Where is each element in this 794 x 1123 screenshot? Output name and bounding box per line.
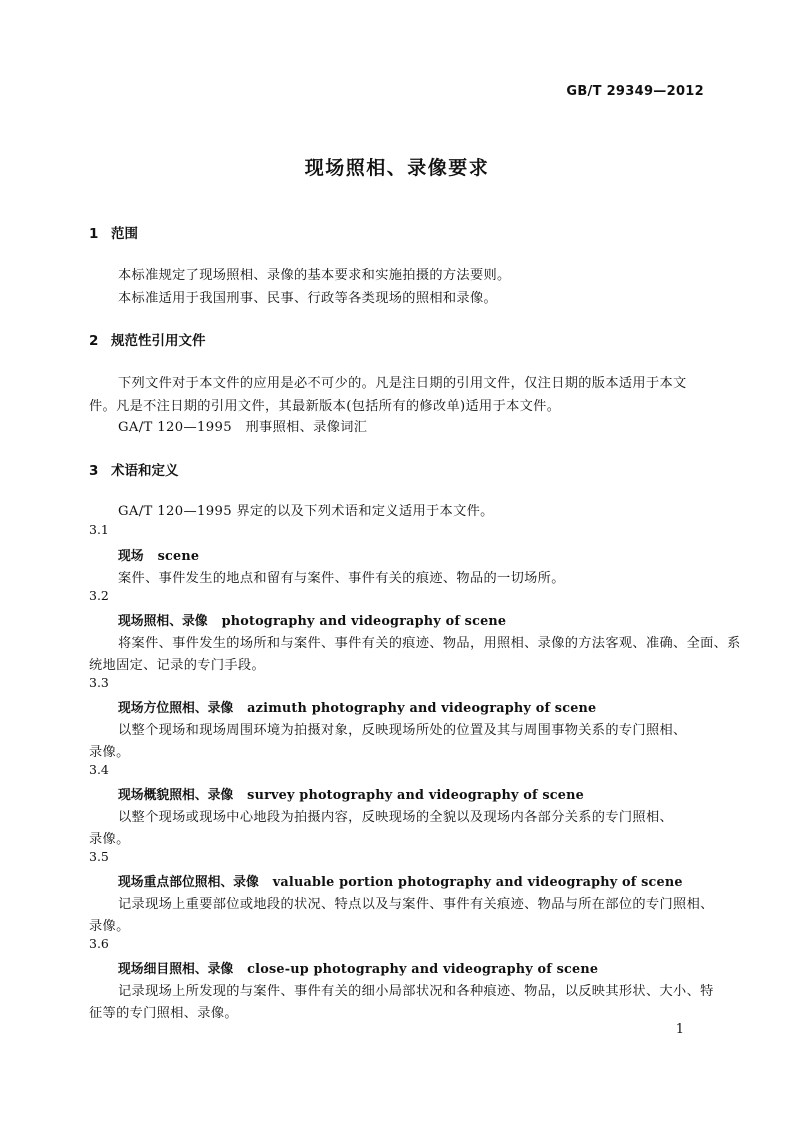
term-number: 3.1: [89, 522, 109, 537]
term-definition: 记录现场上重要部位或地段的状况、特点以及与案件、事件有关痕迹、物品与所在部位的专门照相、: [118, 897, 714, 912]
term-heading: [118, 697, 596, 716]
term-definition: 以整个现场和现场周围环境为拍摄对象，反映现场所处的位置及其与周围事物关系的专门照相、: [118, 723, 687, 738]
term-chinese: 现场照相、录像: [118, 614, 208, 629]
term-chinese: 现场概貌照相、录像: [118, 788, 234, 803]
section-3-heading: [89, 459, 179, 479]
section-title: 术语和定义: [111, 463, 179, 479]
term-english: photography and videography of scene: [221, 614, 507, 629]
paragraph: GA/T 120—1995 界定的以及下列术语和定义适用于本文件。: [118, 504, 494, 519]
section-number: 1: [89, 226, 99, 242]
term-heading: [118, 958, 598, 977]
term-heading: [118, 784, 584, 803]
term-definition: 案件、事件发生的地点和留有与案件、事件有关的痕迹、物品的一切场所。: [118, 571, 565, 586]
page-title: 现场照相、录像要求: [304, 157, 490, 179]
term-heading: [118, 545, 199, 564]
section-2-heading: [89, 329, 206, 349]
section-title: 规范性引用文件: [111, 333, 206, 349]
term-number: 3.5: [89, 849, 109, 864]
term-english: close-up photography and videography of scene: [247, 962, 599, 977]
term-definition: 记录现场上所发现的与案件、事件有关的细小局部状况和各种痕迹、物品，以反映其形状、大小、特: [118, 984, 714, 999]
term-chinese: 现场细目照相、录像: [118, 962, 234, 977]
term-chinese: 现场: [118, 549, 144, 564]
term-definition-continuation: 征等的专门照相、录像。: [89, 1006, 238, 1021]
term-english: azimuth photography and videography of scene: [247, 701, 597, 716]
term-heading: [118, 610, 506, 629]
paragraph-continuation: 件。凡是不注日期的引用文件，其最新版本(包括所有的修改单)适用于本文件。: [89, 399, 561, 414]
term-definition-continuation: 统地固定、记录的专门手段。: [89, 658, 265, 673]
term-number: 3.2: [89, 588, 109, 603]
section-1-heading: [89, 222, 138, 242]
term-chinese: 现场方位照相、录像: [118, 701, 234, 716]
term-definition-continuation: 录像。: [89, 745, 130, 760]
standard-code: GB/T 29349—2012: [566, 84, 704, 99]
section-number: 3: [89, 463, 99, 479]
section-number: 2: [89, 333, 99, 349]
term-definition: 以整个现场或现场中心地段为拍摄内容，反映现场的全貌以及现场内各部分关系的专门照相、: [118, 810, 674, 825]
section-title: 范围: [111, 226, 138, 242]
term-definition: 将案件、事件发生的场所和与案件、事件有关的痕迹、物品，用照相、录像的方法客观、准确、全面、系: [118, 636, 741, 651]
term-number: 3.6: [89, 936, 109, 951]
term-heading: [118, 871, 683, 890]
term-definition-continuation: 录像。: [89, 919, 130, 934]
term-english: survey photography and videography of scene: [247, 788, 584, 803]
term-number: 3.4: [89, 762, 109, 777]
term-english: scene: [157, 549, 200, 564]
page-number: 1: [675, 1022, 684, 1037]
paragraph: 下列文件对于本文件的应用是必不可少的。凡是注日期的引用文件，仅注日期的版本适用于本文: [118, 376, 687, 391]
term-chinese: 现场重点部位照相、录像: [118, 875, 259, 890]
paragraph: 本标准规定了现场照相、录像的基本要求和实施拍摄的方法要则。: [118, 268, 511, 283]
normative-reference: GA/T 120—1995 刑事照相、录像词汇: [118, 420, 368, 435]
term-number: 3.3: [89, 675, 109, 690]
term-definition-continuation: 录像。: [89, 832, 130, 847]
term-english: valuable portion photography and videography of scene: [272, 875, 683, 890]
paragraph: 本标准适用于我国刑事、民事、行政等各类现场的照相和录像。: [118, 291, 498, 306]
